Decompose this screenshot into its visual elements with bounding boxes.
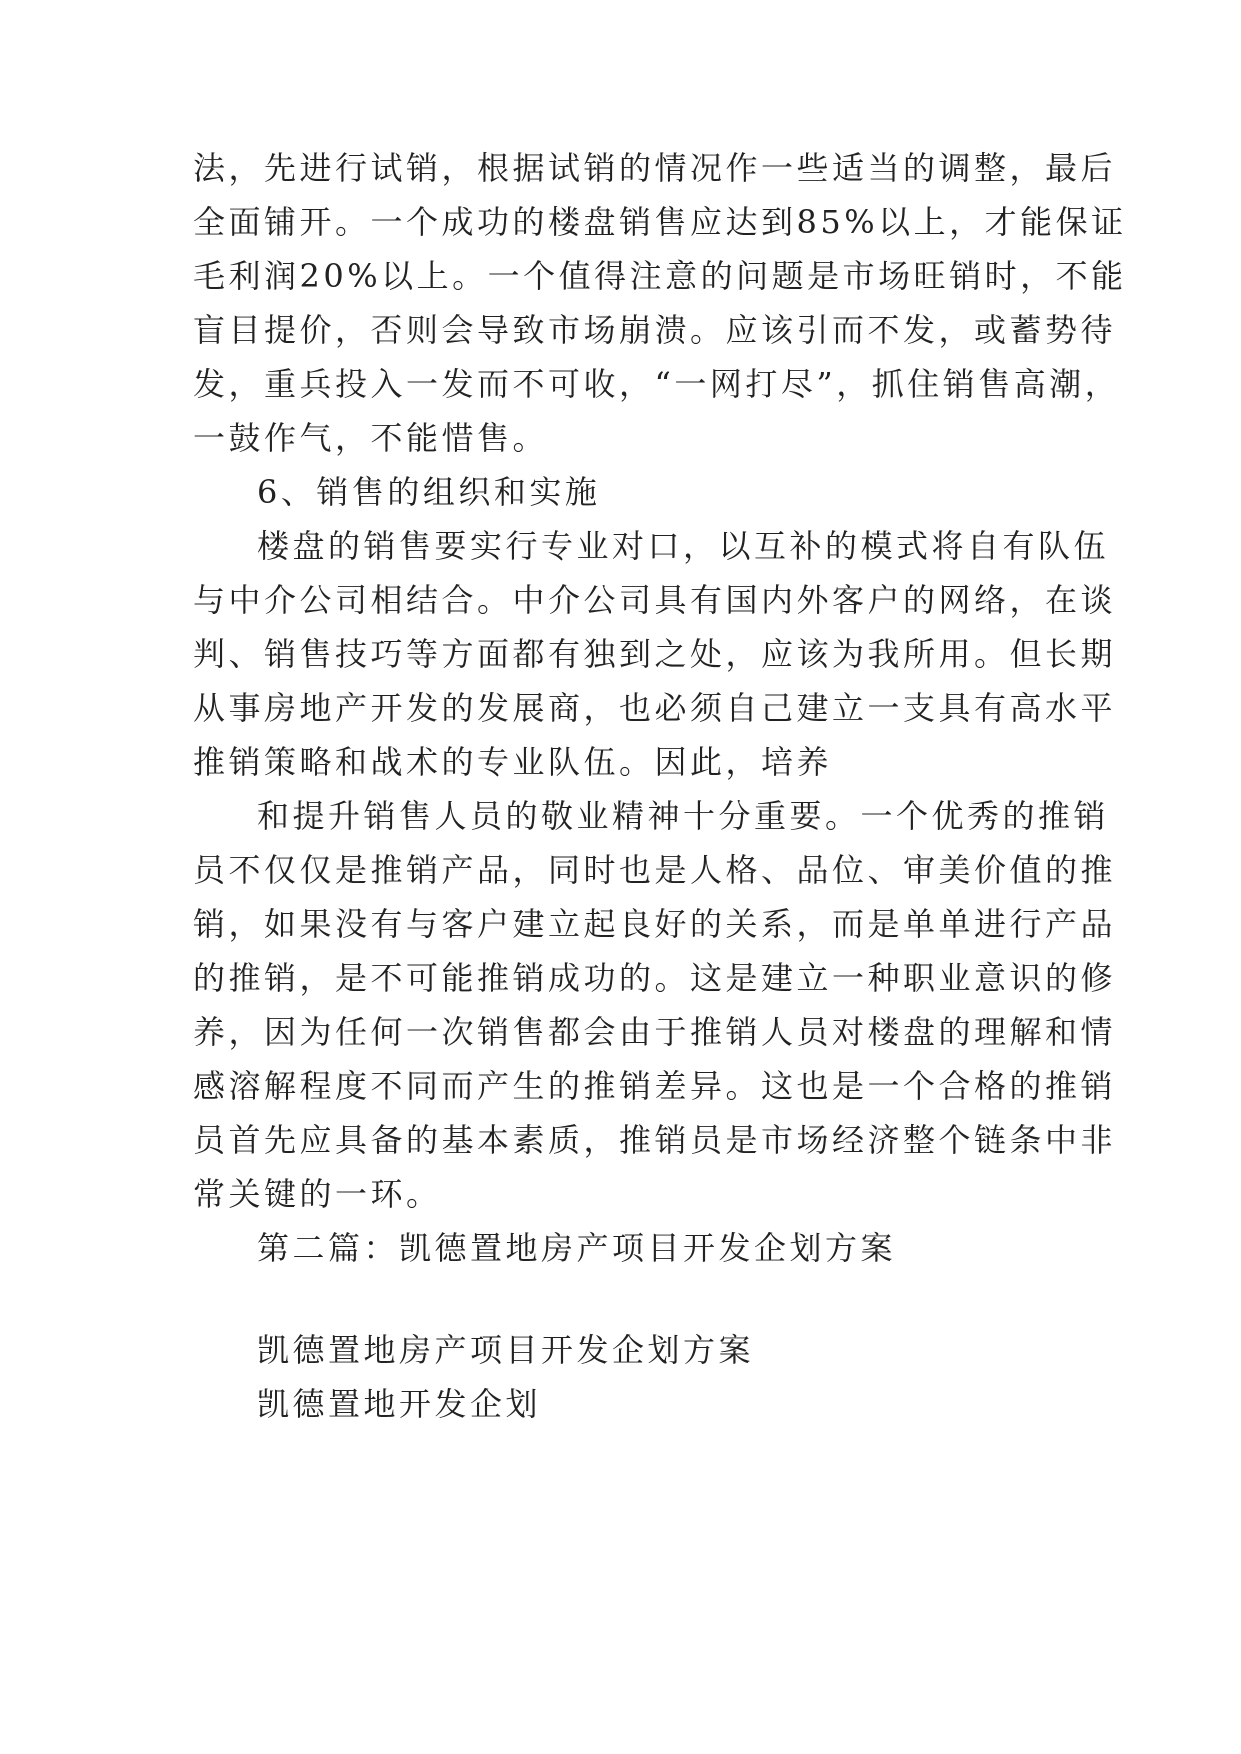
- paragraph-line: 与中介公司相结合。中介公司具有国内外客户的网络，在谈: [193, 581, 1117, 619]
- paragraph-line: 楼盘的销售要实行专业对口，以互补的模式将自有队伍: [257, 527, 1110, 565]
- paragraph-line: 常关键的一环。: [193, 1175, 442, 1213]
- paragraph-line: 盲目提价，否则会导致市场崩溃。应该引而不发，或蓄势待: [193, 311, 1117, 349]
- paragraph-line: 从事房地产开发的发展商，也必须自己建立一支具有高水平: [193, 689, 1117, 727]
- paragraph-line: 一鼓作气，不能惜售。: [193, 419, 549, 457]
- subtitle: 凯德置地开发企划: [257, 1385, 542, 1423]
- section-heading: 6、销售的组织和实施: [257, 473, 601, 511]
- paragraph-line: 推销策略和战术的专业队伍。因此，培养: [193, 743, 833, 781]
- paragraph-line: 发，重兵投入一发而不可收，“一网打尽”，抓住销售高潮，: [193, 365, 1121, 403]
- paragraph-line: 感溶解程度不同而产生的推销差异。这也是一个合格的推销: [193, 1067, 1117, 1105]
- paragraph-line: 员首先应具备的基本素质，推销员是市场经济整个链条中非: [193, 1121, 1117, 1159]
- paragraph-line: 毛利润20%以上。一个值得注意的问题是市场旺销时，不能: [193, 257, 1127, 295]
- paragraph-line: 员不仅仅是推销产品，同时也是人格、品位、审美价值的推: [193, 851, 1117, 889]
- paragraph-line: 的推销，是不可能推销成功的。这是建立一种职业意识的修: [193, 959, 1117, 997]
- paragraph-line: 法，先进行试销，根据试销的情况作一些适当的调整，最后: [193, 149, 1117, 187]
- paragraph-line: 判、销售技巧等方面都有独到之处，应该为我所用。但长期: [193, 635, 1117, 673]
- paragraph-line: 销，如果没有与客户建立起良好的关系，而是单单进行产品: [193, 905, 1117, 943]
- paragraph-line: 养，因为任何一次销售都会由于推销人员对楼盘的理解和情: [193, 1013, 1117, 1051]
- paragraph-line: 和提升销售人员的敬业精神十分重要。一个优秀的推销: [257, 797, 1110, 835]
- paragraph-line: 全面铺开。一个成功的楼盘销售应达到85%以上，才能保证: [193, 203, 1127, 241]
- subtitle: 凯德置地房产项目开发企划方案: [257, 1331, 755, 1369]
- section-title: 第二篇：凯德置地房产项目开发企划方案: [257, 1229, 897, 1267]
